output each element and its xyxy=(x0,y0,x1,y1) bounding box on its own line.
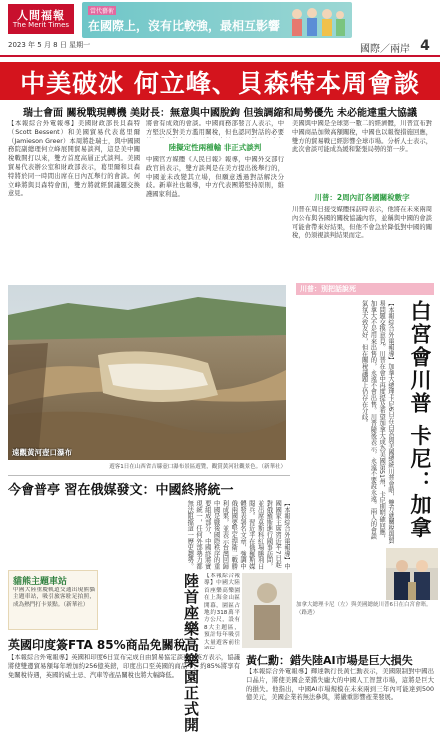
masthead-divider xyxy=(0,55,440,57)
article-column-3-top: 美國與中國是全球第一數二的經濟體，川普宣布對中國商品加徵高額關稅，中國也以報復措施回應，雙方的貿易戰已經影響全球市場。分析人士表示，此次會談可能成為緩和緊張局勢的第一步。 xyxy=(292,120,432,154)
article-uk-india-text: 【本報綜合外電報導】英國和印度6日宣布完成自由貿易協定談判，英方表示，協議將使雙邊貿易額每年增加約256億英鎊，印度出口至英國的商品中，約85%將享有免關稅待遇，英國的威士忌、汽車等產品關稅也將大幅降低。 xyxy=(8,654,240,679)
sub-headline: 瑞士會面 關稅戰現轉機 美財長：無意與中國脫鉤 但強調縮和局勢優先 未必能達重大協議 xyxy=(23,108,417,119)
panda-station-title: 貓熊主題車站 xyxy=(13,577,68,587)
main-headline: 中美破冰 何立峰、貝森特本周會談 xyxy=(20,69,420,98)
article-jensen-huang-text: 【本報綜合外電報導】輝達執行長黃仁勳表示，美國限制對中國出口晶片，將使美國企業錯失龐大的中國人工智慧市場，這將是巨大的損失。他指出，中國AI市場規模在未來兩到三年內可能達到500億美元，美國企業若無法參與，將嚴重影響產業發展。 xyxy=(246,668,434,702)
main-headline-bar xyxy=(0,62,440,100)
page-number: 4 xyxy=(420,38,430,54)
leaders-photo xyxy=(386,548,438,600)
photo-caption: 遊客1日在山西省吉縣壺口瀑布景區遊覽，觀賞黃河壯觀景色。（新華社） xyxy=(109,464,286,470)
feature-header-text: 川普：別把話說死 xyxy=(300,285,356,293)
illustrated-people-icon xyxy=(287,4,347,36)
advertisement-image xyxy=(242,573,292,648)
logo-chinese: 人間福報 xyxy=(17,9,65,22)
article-column-3: 川普在周日接受媒體採訪時表示，他將在未來兩周內公布與各國的關稅協議內容，並稱與中國的會談可能會帶來好結果，但他不會急於降低對中國的關稅，仍須視談判結果而定。 xyxy=(292,206,432,240)
leaders-photo-caption: 加拿大總理卡尼（左）與美國總統川普6日在白宮會晤。（路透） xyxy=(296,602,432,616)
panda-station-box xyxy=(8,570,98,630)
article-headline-legoland: 陸首座樂高樂園正式開 xyxy=(182,573,200,733)
banner-tag: 當代藝術 xyxy=(90,8,115,15)
article-column-1: 【本報綜合外電報導】美國財政部長貝森特（Scott Bessent）和美國貿易代表葛里爾（Jamieson Greer）本周將赴瑞士，與中國國務院副總理何立峰展開貿易談判，這是美中關稅戰開打以來，雙方首度高層正式談判。美國貿易代表辦公室和財政部表示，葛里爾和貝森特將於同一時間出席在日內瓦舉行的會談。何立峰將與貝森特會面，雙方將就經貿議題交換意見。 xyxy=(8,120,140,198)
feature-header xyxy=(296,283,434,295)
subheading-tariff-numbers: 川普：2周內訂各國關稅數字 xyxy=(314,193,410,202)
publication-date: 2023 年 5 月 8 日 星期一 xyxy=(8,41,91,49)
section-divider xyxy=(8,475,290,476)
subheading-informal-talks: 陸擬定性兩種輸 非正式談判 xyxy=(168,143,262,152)
masthead xyxy=(0,0,440,57)
article-column-2-top: 將會有成效的會談。中國商務部發言人表示，中方堅決反對美方濫用關稅，但也認同對話的必要 xyxy=(146,120,284,136)
article-xi-putin-text: 【本報綜合外電報導】中國國家主席習近平7日起對俄羅斯進行國事訪問，並出席莫斯科紅場勝利日閱兵。習近平在俄羅斯媒體發表署名文章，強調中俄兩國要堅定捍衛二戰勝利成果，並表示台灣回歸中國是戰後國際秩序的重要組成部分，中國終將實現統一，任何外部勢力都無法阻擋這一歷史趨勢。 xyxy=(186,500,290,570)
waterfall-photo xyxy=(8,285,286,460)
section-label: 國際／兩岸 xyxy=(360,44,410,55)
article-headline-xi-putin: 今會普亭 習在俄媒發文：中國終將統一 xyxy=(8,483,234,498)
newspaper-logo xyxy=(8,4,74,34)
article-headline-uk-india: 英國印度簽FTA 85%商品免關稅 xyxy=(8,638,186,652)
photo-caption-title: 遠觀黃河壺口瀑布 xyxy=(12,448,72,457)
article-legoland-text: 【本報綜合報導】中國大陸首座樂高樂園在上海金山區開幕，園區占地約318萬平方公尺，設有8大主題區，預計每年吸引大量遊客前往 xyxy=(204,573,240,646)
feature-vertical-headline: 白宮會川普 卡尼：加拿 xyxy=(408,300,432,540)
banner-text: 在國際上，沒有比較強，最相互影響 xyxy=(88,19,281,33)
promo-banner[interactable] xyxy=(82,2,352,38)
feature-article-text: 【本報綜合外電報導】加拿大總理卡尼6日在白宮與美國總統川普會晤，雙方就關稅與貿易問題交換意見。川普在會中再度提及希望加拿大成為美國第51州，卡尼則明確回應，加拿大不是用來出售的，永遠不會出售。川普隨後表示，永遠不要說永遠。兩人的會談氣氛大致友好，但在關稅議題上仍存在分歧。 xyxy=(360,300,394,544)
article-headline-jensen-huang: 黃仁勳：錯失陸AI市場是巨大損失 xyxy=(246,654,413,667)
panda-station-text: 中國大陸重慶軌道交通出現熊貓主題車站，吸引旅客駐足拍照，成為熱門打卡景點。（新華社） xyxy=(13,587,95,608)
logo-english: The Merit Times xyxy=(12,21,70,29)
article-column-2: 中國官方媒體《人民日報》報導，中國外交部行政官員表示，雙方談判是在美方提出後舉行的，中國並未改變其立場，但願意透過對話解決分歧。新華社也報導，中方代表團將堅持原則，維護國家利益。 xyxy=(146,156,284,199)
